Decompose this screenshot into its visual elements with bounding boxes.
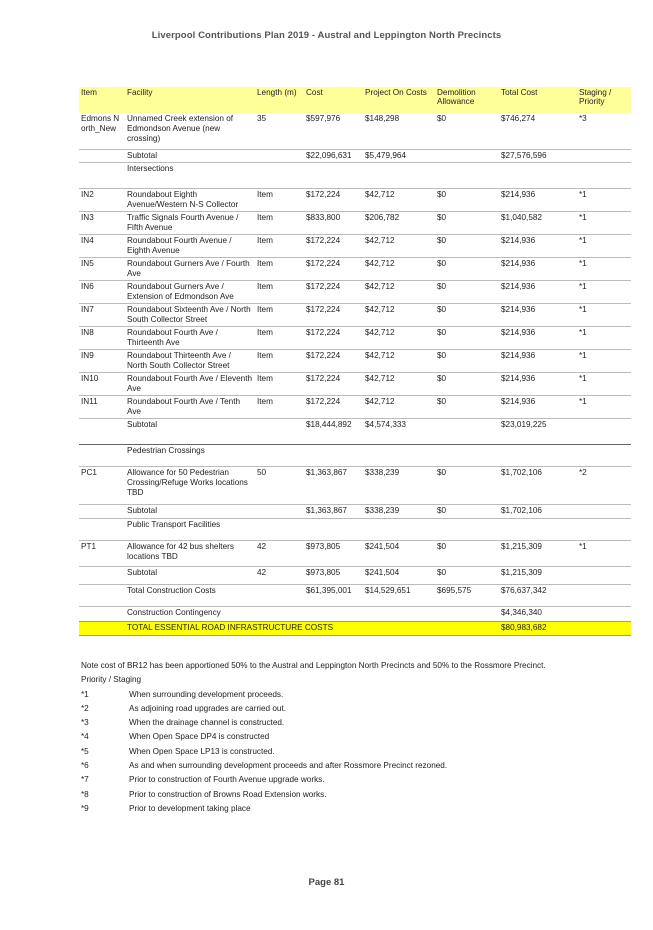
note-text: As and when surrounding development proceeds and after Rossmore Precinct rezoned.: [129, 761, 448, 771]
cell-demolition: $0: [435, 466, 499, 504]
cell-total: $1,702,106: [499, 466, 577, 504]
cell-facility: Roundabout Eighth Avenue/Western N-S Collector: [125, 188, 255, 211]
note-item: [81, 702, 641, 716]
cell-total: $746,274: [499, 113, 577, 149]
cell-demolition: $0: [435, 280, 499, 303]
cell-length: Item: [255, 280, 304, 303]
cell-length: Item: [255, 188, 304, 211]
table-row: [79, 349, 631, 372]
col-facility: Facility: [127, 88, 153, 97]
cell-item: IN9: [79, 349, 125, 372]
grand-total-value: $80,983,682: [499, 621, 577, 635]
table-row: [79, 234, 631, 257]
cell-cost: $973,805: [304, 540, 363, 566]
cell-facility: Roundabout Fourth Avenue / Eighth Avenue: [125, 234, 255, 257]
note-item: [81, 788, 641, 802]
subtotal-cost: $1,363,867: [304, 504, 363, 518]
cell-staging: *1: [577, 280, 631, 303]
table-row: [79, 540, 631, 566]
subtotal-cost: $22,096,631: [304, 149, 363, 162]
cell-total: $214,936: [499, 303, 577, 326]
note-item: [81, 759, 641, 773]
total-construction-total: $76,637,342: [499, 584, 577, 606]
cell-length: Item: [255, 234, 304, 257]
subtotal-row: [79, 149, 631, 162]
cell-on-costs: $42,712: [363, 257, 435, 280]
note-code: *3: [81, 718, 89, 728]
note-item: [81, 773, 641, 787]
cell-item: PC1: [79, 466, 125, 504]
cell-facility: Roundabout Fourth Ave / Tenth Ave: [125, 395, 255, 418]
cell-length: 35: [255, 113, 304, 149]
cell-total: $214,936: [499, 234, 577, 257]
subtotal-label: Subtotal: [125, 149, 255, 162]
cell-total: $214,936: [499, 257, 577, 280]
section-heading: Intersections: [125, 162, 255, 188]
note-text: When Open Space DP4 is constructed: [129, 732, 270, 742]
cell-on-costs: $148,298: [363, 113, 435, 149]
cell-demolition: $0: [435, 395, 499, 418]
subtotal-demolition: $0: [435, 504, 499, 518]
cell-item: IN4: [79, 234, 125, 257]
notes: [81, 659, 641, 816]
table-row: [79, 372, 631, 395]
subtotal-on-costs: $241,504: [363, 566, 435, 584]
cell-facility: Unnamed Creek extension of Edmondson Avenue (new crossing): [125, 113, 255, 149]
cell-on-costs: $42,712: [363, 234, 435, 257]
note-item: [81, 688, 641, 702]
page-header: Liverpool Contributions Plan 2019 - Austral and Leppington North Precincts: [151, 30, 502, 41]
cell-on-costs: $241,504: [363, 540, 435, 566]
cell-facility: Allowance for 42 bus shelters locations TBD: [125, 540, 255, 566]
table-row: [79, 188, 631, 211]
note-code: *1: [81, 689, 89, 699]
cell-on-costs: $42,712: [363, 349, 435, 372]
page-number: Page 81: [308, 877, 345, 888]
subtotal-length: 42: [255, 566, 304, 584]
cell-on-costs: $42,712: [363, 372, 435, 395]
cell-facility: Allowance for 50 Pedestrian Crossing/Refuge Works locations TBD: [125, 466, 255, 504]
cell-length: 50: [255, 466, 304, 504]
note-item: [81, 802, 641, 816]
cell-total: $214,936: [499, 372, 577, 395]
cell-facility: Traffic Signals Fourth Avenue / Fifth Avenue: [125, 211, 255, 234]
table-header-row: [79, 87, 631, 113]
cell-length: Item: [255, 211, 304, 234]
cell-facility: Roundabout Fourth Ave / Eleventh Ave: [125, 372, 255, 395]
cell-item: IN3: [79, 211, 125, 234]
cell-length: Item: [255, 372, 304, 395]
subtotal-cost: $18,444,892: [304, 418, 363, 444]
cell-total: $214,936: [499, 326, 577, 349]
col-item: Item: [81, 88, 97, 97]
note-code: *4: [81, 732, 89, 742]
cell-facility: Roundabout Fourth Ave / Thirteenth Ave: [125, 326, 255, 349]
cell-on-costs: $338,239: [363, 466, 435, 504]
cell-demolition: $0: [435, 188, 499, 211]
subtotal-row: [79, 504, 631, 518]
note-text: As adjoining road upgrades are carried out.: [129, 703, 287, 713]
subtotal-cost: $973,805: [304, 566, 363, 584]
cell-demolition: $0: [435, 540, 499, 566]
cell-cost: $172,224: [304, 395, 363, 418]
table-row: [79, 280, 631, 303]
note-text: Prior to construction of Browns Road Extension works.: [129, 789, 327, 799]
cell-length: Item: [255, 349, 304, 372]
subtotal-on-costs: $4,574,333: [363, 418, 435, 444]
cell-item: Edmons North_New: [79, 113, 125, 149]
subtotal-label: Subtotal: [125, 566, 255, 584]
cell-total: $214,936: [499, 395, 577, 418]
cell-staging: *3: [577, 113, 631, 149]
cell-cost: $833,800: [304, 211, 363, 234]
cell-cost: $597,976: [304, 113, 363, 149]
section-heading: Pedestrian Crossings: [125, 444, 255, 466]
cell-demolition: $0: [435, 257, 499, 280]
col-demolition: Demolition Allowance: [437, 88, 476, 107]
cell-demolition: $0: [435, 326, 499, 349]
subtotal-on-costs: $5,479,964: [363, 149, 435, 162]
table-row: [79, 113, 631, 149]
cell-total: $1,215,309: [499, 540, 577, 566]
cell-on-costs: $42,712: [363, 280, 435, 303]
cell-facility: Roundabout Sixteenth Ave / North South Collector Street: [125, 303, 255, 326]
cell-item: IN5: [79, 257, 125, 280]
cost-table: [79, 87, 631, 636]
cell-demolition: $0: [435, 303, 499, 326]
subtotal-row: [79, 418, 631, 444]
col-length: Length (m): [257, 88, 297, 97]
total-construction-label: Total Construction Costs: [125, 584, 255, 606]
cell-item: IN7: [79, 303, 125, 326]
subtotal-on-costs: $338,239: [363, 504, 435, 518]
cell-length: Item: [255, 326, 304, 349]
subtotal-row: [79, 566, 631, 584]
cell-cost: $172,224: [304, 234, 363, 257]
notes-heading: Priority / Staging: [81, 675, 142, 685]
cell-cost: $172,224: [304, 349, 363, 372]
total-construction-cost: $61,395,001: [304, 584, 363, 606]
note-item: [81, 716, 641, 730]
cell-cost: $172,224: [304, 188, 363, 211]
note-code: *8: [81, 789, 89, 799]
table-row: [79, 257, 631, 280]
cell-total: $214,936: [499, 188, 577, 211]
cell-item: IN8: [79, 326, 125, 349]
cell-cost: $172,224: [304, 326, 363, 349]
cell-item: IN6: [79, 280, 125, 303]
cell-demolition: $0: [435, 349, 499, 372]
cell-cost: $172,224: [304, 280, 363, 303]
cell-item: IN2: [79, 188, 125, 211]
subtotal-label: Subtotal: [125, 418, 255, 444]
grand-total-row: [79, 621, 631, 635]
cell-on-costs: $42,712: [363, 326, 435, 349]
cell-staging: *1: [577, 257, 631, 280]
cell-demolition: $0: [435, 234, 499, 257]
cell-facility: Roundabout Thirteenth Ave / North South Collector Street: [125, 349, 255, 372]
subtotal-demolition: $0: [435, 566, 499, 584]
note-code: *5: [81, 746, 89, 756]
cell-item: PT1: [79, 540, 125, 566]
cell-staging: *1: [577, 372, 631, 395]
subtotal-total: $23,019,225: [499, 418, 577, 444]
cell-staging: *1: [577, 188, 631, 211]
cell-on-costs: $42,712: [363, 303, 435, 326]
cell-cost: $1,363,867: [304, 466, 363, 504]
table-row: [79, 326, 631, 349]
col-staging: Staging / Priority: [579, 88, 612, 107]
table-row: [79, 395, 631, 418]
note-text: When the drainage channel is constructed.: [129, 718, 285, 728]
cell-cost: $172,224: [304, 303, 363, 326]
note-item: [81, 745, 641, 759]
cell-demolition: $0: [435, 113, 499, 149]
cell-on-costs: $42,712: [363, 395, 435, 418]
contingency-row: [79, 606, 631, 621]
cell-demolition: $0: [435, 372, 499, 395]
cell-total: $214,936: [499, 280, 577, 303]
cell-staging: *1: [577, 540, 631, 566]
cell-staging: *1: [577, 303, 631, 326]
cell-staging: *1: [577, 326, 631, 349]
cell-cost: $172,224: [304, 372, 363, 395]
cell-item: IN10: [79, 372, 125, 395]
contingency-label: Construction Contingency: [127, 607, 221, 617]
apportion-note: Note cost of BR12 has been apportioned 50% to the Austral and Leppington North Precincts and 50% to the Rossmore Precinct.: [81, 661, 546, 670]
cell-staging: *1: [577, 349, 631, 372]
subtotal-total: $27,576,596: [499, 149, 577, 162]
note-text: Prior to construction of Fourth Avenue upgrade works.: [129, 775, 325, 785]
cell-facility: Roundabout Gurners Ave / Extension of Edmondson Ave: [125, 280, 255, 303]
cell-length: 42: [255, 540, 304, 566]
note-item: [81, 730, 641, 744]
cell-facility: Roundabout Gurners Ave / Fourth Ave: [125, 257, 255, 280]
table-row: [79, 303, 631, 326]
table-row: [79, 466, 631, 504]
note-code: *2: [81, 703, 89, 713]
subtotal-total: $1,702,106: [499, 504, 577, 518]
cell-item: IN11: [79, 395, 125, 418]
section-heading-row: [79, 518, 631, 540]
total-construction-row: [79, 584, 631, 606]
cell-length: Item: [255, 257, 304, 280]
cell-total: $1,040,582: [499, 211, 577, 234]
grand-total-label: TOTAL ESSENTIAL ROAD INFRASTRUCTURE COSTS: [125, 621, 499, 635]
cell-cost: $172,224: [304, 257, 363, 280]
cell-on-costs: $42,712: [363, 188, 435, 211]
total-construction-on-costs: $14,529,651: [363, 584, 435, 606]
cell-staging: *2: [577, 466, 631, 504]
cell-on-costs: $206,782: [363, 211, 435, 234]
note-code: *6: [81, 761, 89, 771]
table-row: [79, 211, 631, 234]
subtotal-total: $1,215,309: [499, 566, 577, 584]
note-code: *7: [81, 775, 89, 785]
col-project-on-costs: Project On Costs: [365, 88, 427, 97]
total-construction-demolition: $695,575: [435, 584, 499, 606]
subtotal-label: Subtotal: [125, 504, 255, 518]
note-text: When Open Space LP13 is constructed.: [129, 746, 275, 756]
col-cost: Cost: [306, 88, 323, 97]
cell-length: Item: [255, 395, 304, 418]
section-heading-row: [79, 162, 631, 188]
col-total-cost: Total Cost: [501, 88, 538, 97]
cell-staging: *1: [577, 211, 631, 234]
section-heading: Public Transport Facilities: [125, 518, 255, 540]
note-code: *9: [81, 803, 89, 813]
cell-staging: *1: [577, 395, 631, 418]
cell-demolition: $0: [435, 211, 499, 234]
cell-staging: *1: [577, 234, 631, 257]
section-heading-row: [79, 444, 631, 466]
note-text: Prior to development taking place: [129, 803, 251, 813]
cell-total: $214,936: [499, 349, 577, 372]
contingency-total: $4,346,340: [501, 607, 542, 617]
note-text: When surrounding development proceeds.: [129, 689, 284, 699]
cell-length: Item: [255, 303, 304, 326]
